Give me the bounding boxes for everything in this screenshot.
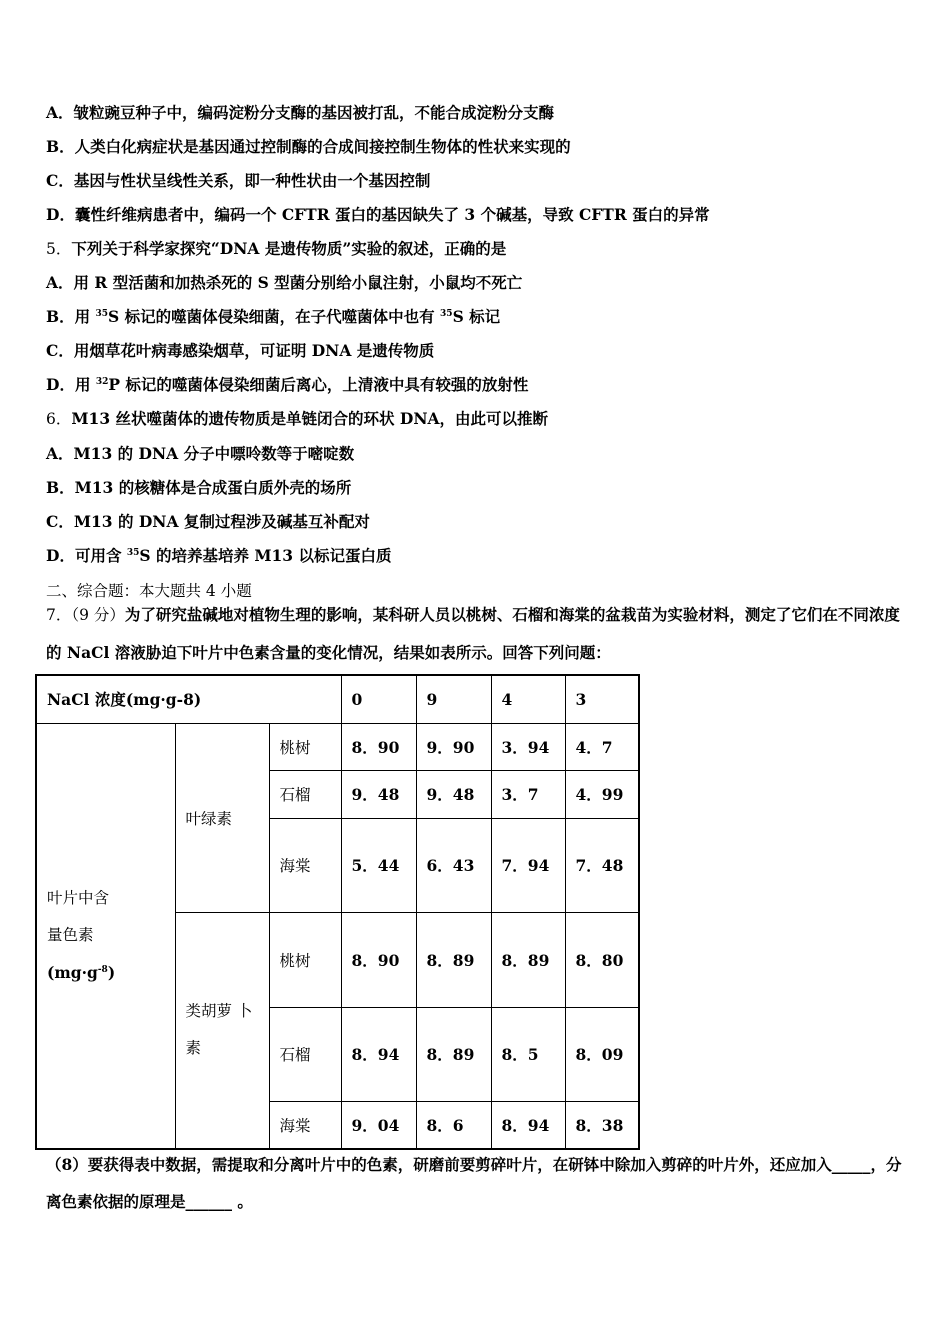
q6-stem — [46, 407, 548, 429]
table-cell: 8．89 — [416, 912, 491, 1007]
table-cell: 8．94 — [491, 1101, 565, 1149]
table-cell: 8．5 — [491, 1007, 565, 1101]
q6-option-a: A．M13 的 DNA 分子中嘌呤数等于嘧啶数 — [46, 444, 355, 463]
table-cell: 3．7 — [491, 770, 565, 818]
table-cell: 9．48 — [416, 770, 491, 818]
table-cell: 8．6 — [416, 1101, 491, 1149]
plant-name: 石榴 — [269, 770, 341, 818]
table-cell: 6．43 — [416, 818, 491, 912]
table-cell: 4．99 — [565, 770, 639, 818]
table-cell: 8．90 — [341, 912, 416, 1007]
q7-part8: （8）要获得表中数据，需提取和分离叶片中的色素，研磨前要剪碎叶片，在研钵中除加入剪碎的叶片外，还应加入_____，分离色素依据的原理是______ 。 — [46, 1155, 902, 1211]
plant-name: 桃树 — [269, 723, 341, 770]
table-cell: 7．94 — [491, 818, 565, 912]
q7-number: 7．（9 分） — [46, 606, 125, 624]
q6-stem-text: M13 丝状噬菌体的遗传物质是单链闭合的环状 DNA，由此可以推断 — [71, 409, 549, 428]
table-cell: 9．04 — [341, 1101, 416, 1149]
plant-name: 石榴 — [269, 1007, 341, 1101]
header-concentration: 0 — [341, 675, 416, 723]
q6-number: 6． — [46, 410, 72, 428]
q5-option-b: B．用 $^{35}$S 标记的噬菌体侵染细菌，在子代噬菌体中也有 $^{35}$S 标记 — [46, 307, 501, 326]
table-row — [36, 723, 639, 770]
q5-number: 5． — [46, 240, 72, 258]
q7-stem-text: 为了研究盐碱地对植物生理的影响，某科研人员以桃树、石榴和海棠的盆栽苗为实验材料，测定了它们在不同浓度的 NaCl 溶液胁迫下叶片中色素含量的变化情况，结果如表所示。回答下列问题： — [46, 605, 900, 662]
table-cell: 9．90 — [416, 723, 491, 770]
header-concentration: 9 — [416, 675, 491, 723]
table-header-row — [36, 675, 639, 723]
table-cell: 8．80 — [565, 912, 639, 1007]
table-cell: 8．90 — [341, 723, 416, 770]
table-cell: 8．89 — [491, 912, 565, 1007]
row-group-label: 叶片中含 量色素 $(mg\cdot g^{-8})$ — [36, 723, 175, 1149]
table-cell: 8．89 — [416, 1007, 491, 1101]
section-heading: 二、综合题：本大题共 4 小题 — [46, 582, 252, 600]
plant-name: 海棠 — [269, 818, 341, 912]
pigment-carotenoid: 类胡萝 卜 素 — [175, 912, 269, 1149]
q6-option-c: C．M13 的 DNA 复制过程涉及碱基互补配对 — [46, 512, 370, 531]
q4-option-a: A．皱粒豌豆种子中，编码淀粉分支酶的基因被打乱，不能合成淀粉分支酶 — [46, 103, 555, 122]
header-concentration: 3 — [565, 675, 639, 723]
q4-option-c: C．基因与性状呈线性关系，即一种性状由一个基因控制 — [46, 171, 431, 190]
table-cell: 8．94 — [341, 1007, 416, 1101]
table-cell: 9．48 — [341, 770, 416, 818]
q5-stem — [46, 237, 506, 259]
table-cell: 4．7 — [565, 723, 639, 770]
table-cell: 5．44 — [341, 818, 416, 912]
table-cell: 8．38 — [565, 1101, 639, 1149]
pigment-chlorophyll: 叶绿素 — [175, 723, 269, 912]
q6-option-b: B．M13 的核糖体是合成蛋白质外壳的场所 — [46, 478, 352, 497]
plant-name: 桃树 — [269, 912, 341, 1007]
header-label: NaCl 浓度(mg·g-8) — [36, 675, 341, 723]
pigment-table — [35, 674, 640, 1150]
q4-option-d: D．囊性纤维病患者中，编码一个 CFTR 蛋白的基因缺失了 3 个碱基，导致 CFTR 蛋白的异常 — [46, 205, 710, 224]
table-cell: 3．94 — [491, 723, 565, 770]
header-concentration: 4 — [491, 675, 565, 723]
table-cell: 8．09 — [565, 1007, 639, 1101]
q5-option-d: D．用 $^{32}$P 标记的噬菌体侵染细菌后离心，上清液中具有较强的放射性 — [46, 375, 529, 394]
q5-option-a: A．用 R 型活菌和加热杀死的 S 型菌分别给小鼠注射，小鼠均不死亡 — [46, 273, 523, 292]
q5-stem-text: 下列关于科学家探究“DNA 是遗传物质”实验的叙述，正确的是 — [71, 239, 507, 258]
q4-option-b: B．人类白化病症状是基因通过控制酶的合成间接控制生物体的性状来实现的 — [46, 137, 571, 156]
table-cell: 7．48 — [565, 818, 639, 912]
q7-stem — [46, 596, 908, 671]
q5-option-c: C．用烟草花叶病毒感染烟草，可证明 DNA 是遗传物质 — [46, 341, 435, 360]
plant-name: 海棠 — [269, 1101, 341, 1149]
q6-option-d: D．可用含 $^{35}$S 的培养基培养 M13 以标记蛋白质 — [46, 546, 392, 565]
